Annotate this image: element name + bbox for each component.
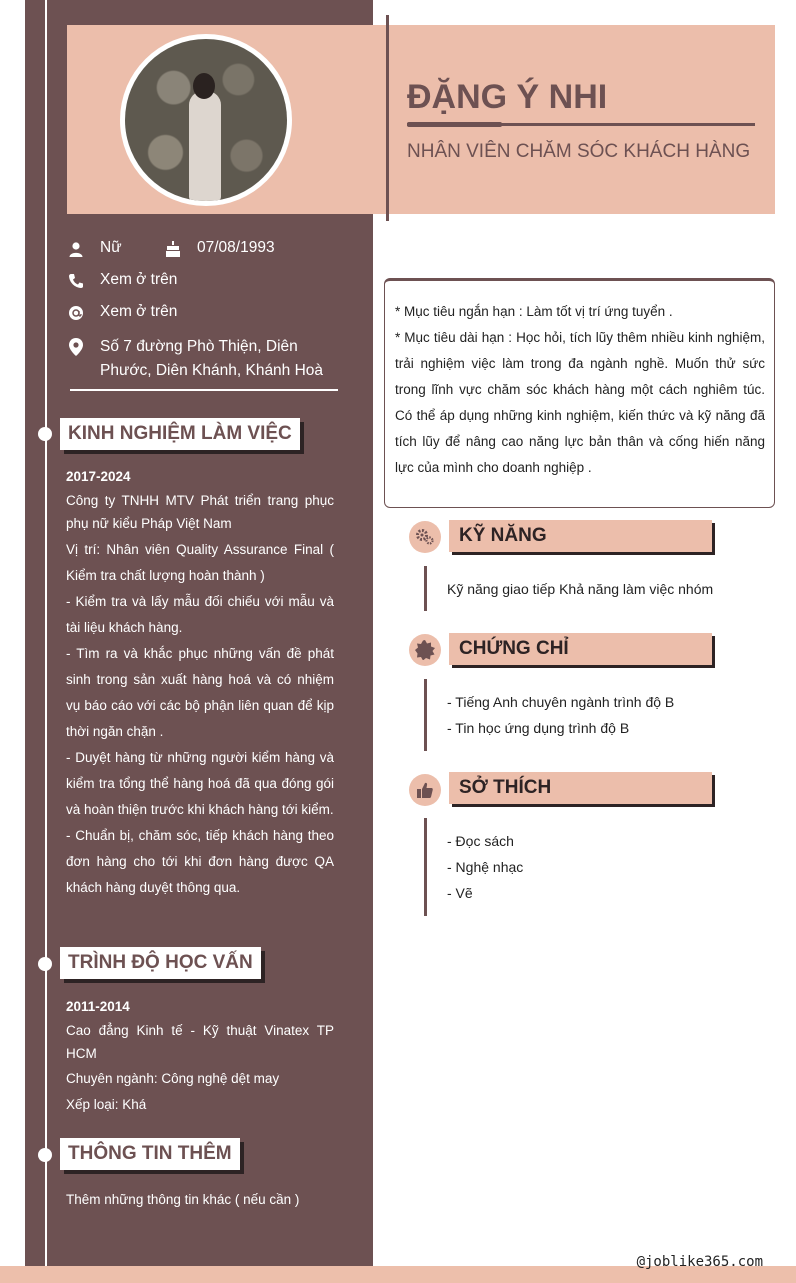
hobby-item: - Nghệ nhạc [447, 859, 524, 875]
hobbies-line [424, 818, 427, 916]
skills-text: Kỹ năng giao tiếp Khả năng làm việc nhóm [447, 581, 714, 597]
career-objective-box [384, 278, 775, 508]
sidebar-timeline-line [45, 0, 47, 1283]
experience-section-title: KINH NGHIỆM LÀM VIỆC [60, 418, 300, 450]
at-sign-icon [67, 304, 85, 322]
objective-short-term: * Mục tiêu ngắn hạn : Làm tốt vị trí ứng tuyển . [395, 304, 673, 319]
address-line-2: Phước, Diên Khánh, Khánh Hoà [100, 362, 324, 379]
certificate-item: - Tiếng Anh chuyên ngành trình độ B [447, 694, 675, 710]
extra-text: Thêm những thông tin khác ( nếu cần ) [66, 1192, 300, 1207]
address-line-1: Số 7 đường Phò Thiện, Diên [100, 338, 298, 355]
hobby-item: - Đọc sách [447, 833, 514, 849]
thumbs-up-icon [409, 774, 441, 806]
experience-company: Công ty TNHH MTV Phát triển trang phục phụ nữ kiểu Pháp Việt Nam [66, 493, 334, 531]
phone-icon [67, 272, 85, 290]
avatar-figure [189, 91, 221, 201]
experience-duty: - Chuẩn bị, chăm sóc, tiếp khách hàng theo đơn hàng cho tới khi đơn hàng được QA khách hàng duyệt thông qua. [66, 828, 334, 895]
gears-icon [409, 521, 441, 553]
contact-birthday [164, 239, 275, 258]
job-title: NHÂN VIÊN CHĂM SÓC KHÁCH HÀNG [407, 141, 751, 162]
certificates-list [447, 689, 674, 741]
watermark: @joblike365.com [636, 1254, 763, 1270]
skills-line [424, 566, 427, 611]
education-timeline-dot [38, 957, 52, 971]
experience-years: 2017-2024 [66, 469, 131, 484]
avatar-head [193, 73, 215, 99]
extra-section-title: THÔNG TIN THÊM [60, 1138, 240, 1170]
certificates-section-title: CHỨNG CHỈ [449, 633, 712, 665]
candidate-name: ĐẶNG Ý NHI [407, 78, 608, 116]
education-years: 2011-2014 [66, 999, 130, 1014]
education-rank: Xếp loại: Khá [66, 1097, 147, 1112]
birthday-value: 07/08/1993 [197, 239, 275, 256]
experience-duty: - Tìm ra và khắc phục những vấn đề phát sinh trong sản xuất hàng hoá và có nhiệm vụ báo cáo với các bộ phận liên quan để kịp thời ngăn chặn . [66, 646, 334, 739]
contact-address [67, 335, 323, 383]
avatar-photo [125, 39, 287, 201]
education-school: Cao đẳng Kinh tế - Kỹ thuật Vinatex TP HCM [66, 1023, 334, 1061]
education-major: Chuyên ngành: Công nghệ dệt may [66, 1071, 280, 1086]
gender-value: Nữ [100, 239, 122, 256]
address-value [100, 335, 323, 383]
experience-timeline-dot [38, 427, 52, 441]
contact-divider [70, 389, 338, 391]
experience-duty: - Duyệt hàng từ những người kiểm hàng và kiểm tra tổng thể hàng hoá đã qua đóng gói và hoàn thiện trước khi khách hàng tới kiểm. [66, 750, 334, 817]
phone-value: Xem ở trên [100, 271, 178, 288]
contact-gender [67, 239, 122, 258]
skills-section-title: KỸ NĂNG [449, 520, 712, 552]
map-pin-icon [67, 338, 85, 356]
objective-long-term: * Mục tiêu dài hạn : Học hỏi, tích lũy thêm nhiều kinh nghiệm, trải nghiệm việc làm trong đa ngành nghề. Muốn thử sức trong lĩnh vực chăm sóc khách hàng một cách nghiêm túc. Có thể áp dụng những kinh nghiệm, kiến thức và kỹ năng đã tích lũy để nâng cao năng lực bản thân và cống hiến năng lực của mình cho doanh nghiệp . [395, 330, 765, 475]
email-value: Xem ở trên [100, 303, 178, 320]
birthday-cake-icon [164, 240, 182, 258]
badge-icon [409, 634, 441, 666]
education-content [66, 995, 334, 1118]
experience-position: Vị trí: Nhân viên Quality Assurance Final ( Kiểm tra chất lượng hoàn thành ) [66, 542, 334, 583]
certificate-item: - Tin học ứng dụng trình độ B [447, 720, 630, 736]
certificates-line [424, 679, 427, 751]
extra-timeline-dot [38, 1148, 52, 1162]
contact-phone [67, 271, 177, 290]
avatar [120, 34, 292, 206]
hobbies-list [447, 828, 523, 906]
contact-email [67, 303, 177, 322]
extra-content [66, 1187, 334, 1213]
experience-content [66, 465, 334, 901]
hobby-item: - Vẽ [447, 885, 473, 901]
name-underline-accent [407, 122, 502, 127]
user-icon [67, 240, 85, 258]
experience-duty: - Kiểm tra và lấy mẫu đối chiếu với mẫu và tài liệu khách hàng. [66, 594, 334, 635]
header-divider [386, 15, 389, 221]
education-section-title: TRÌNH ĐỘ HỌC VẤN [60, 947, 261, 979]
hobbies-section-title: SỞ THÍCH [449, 772, 712, 804]
